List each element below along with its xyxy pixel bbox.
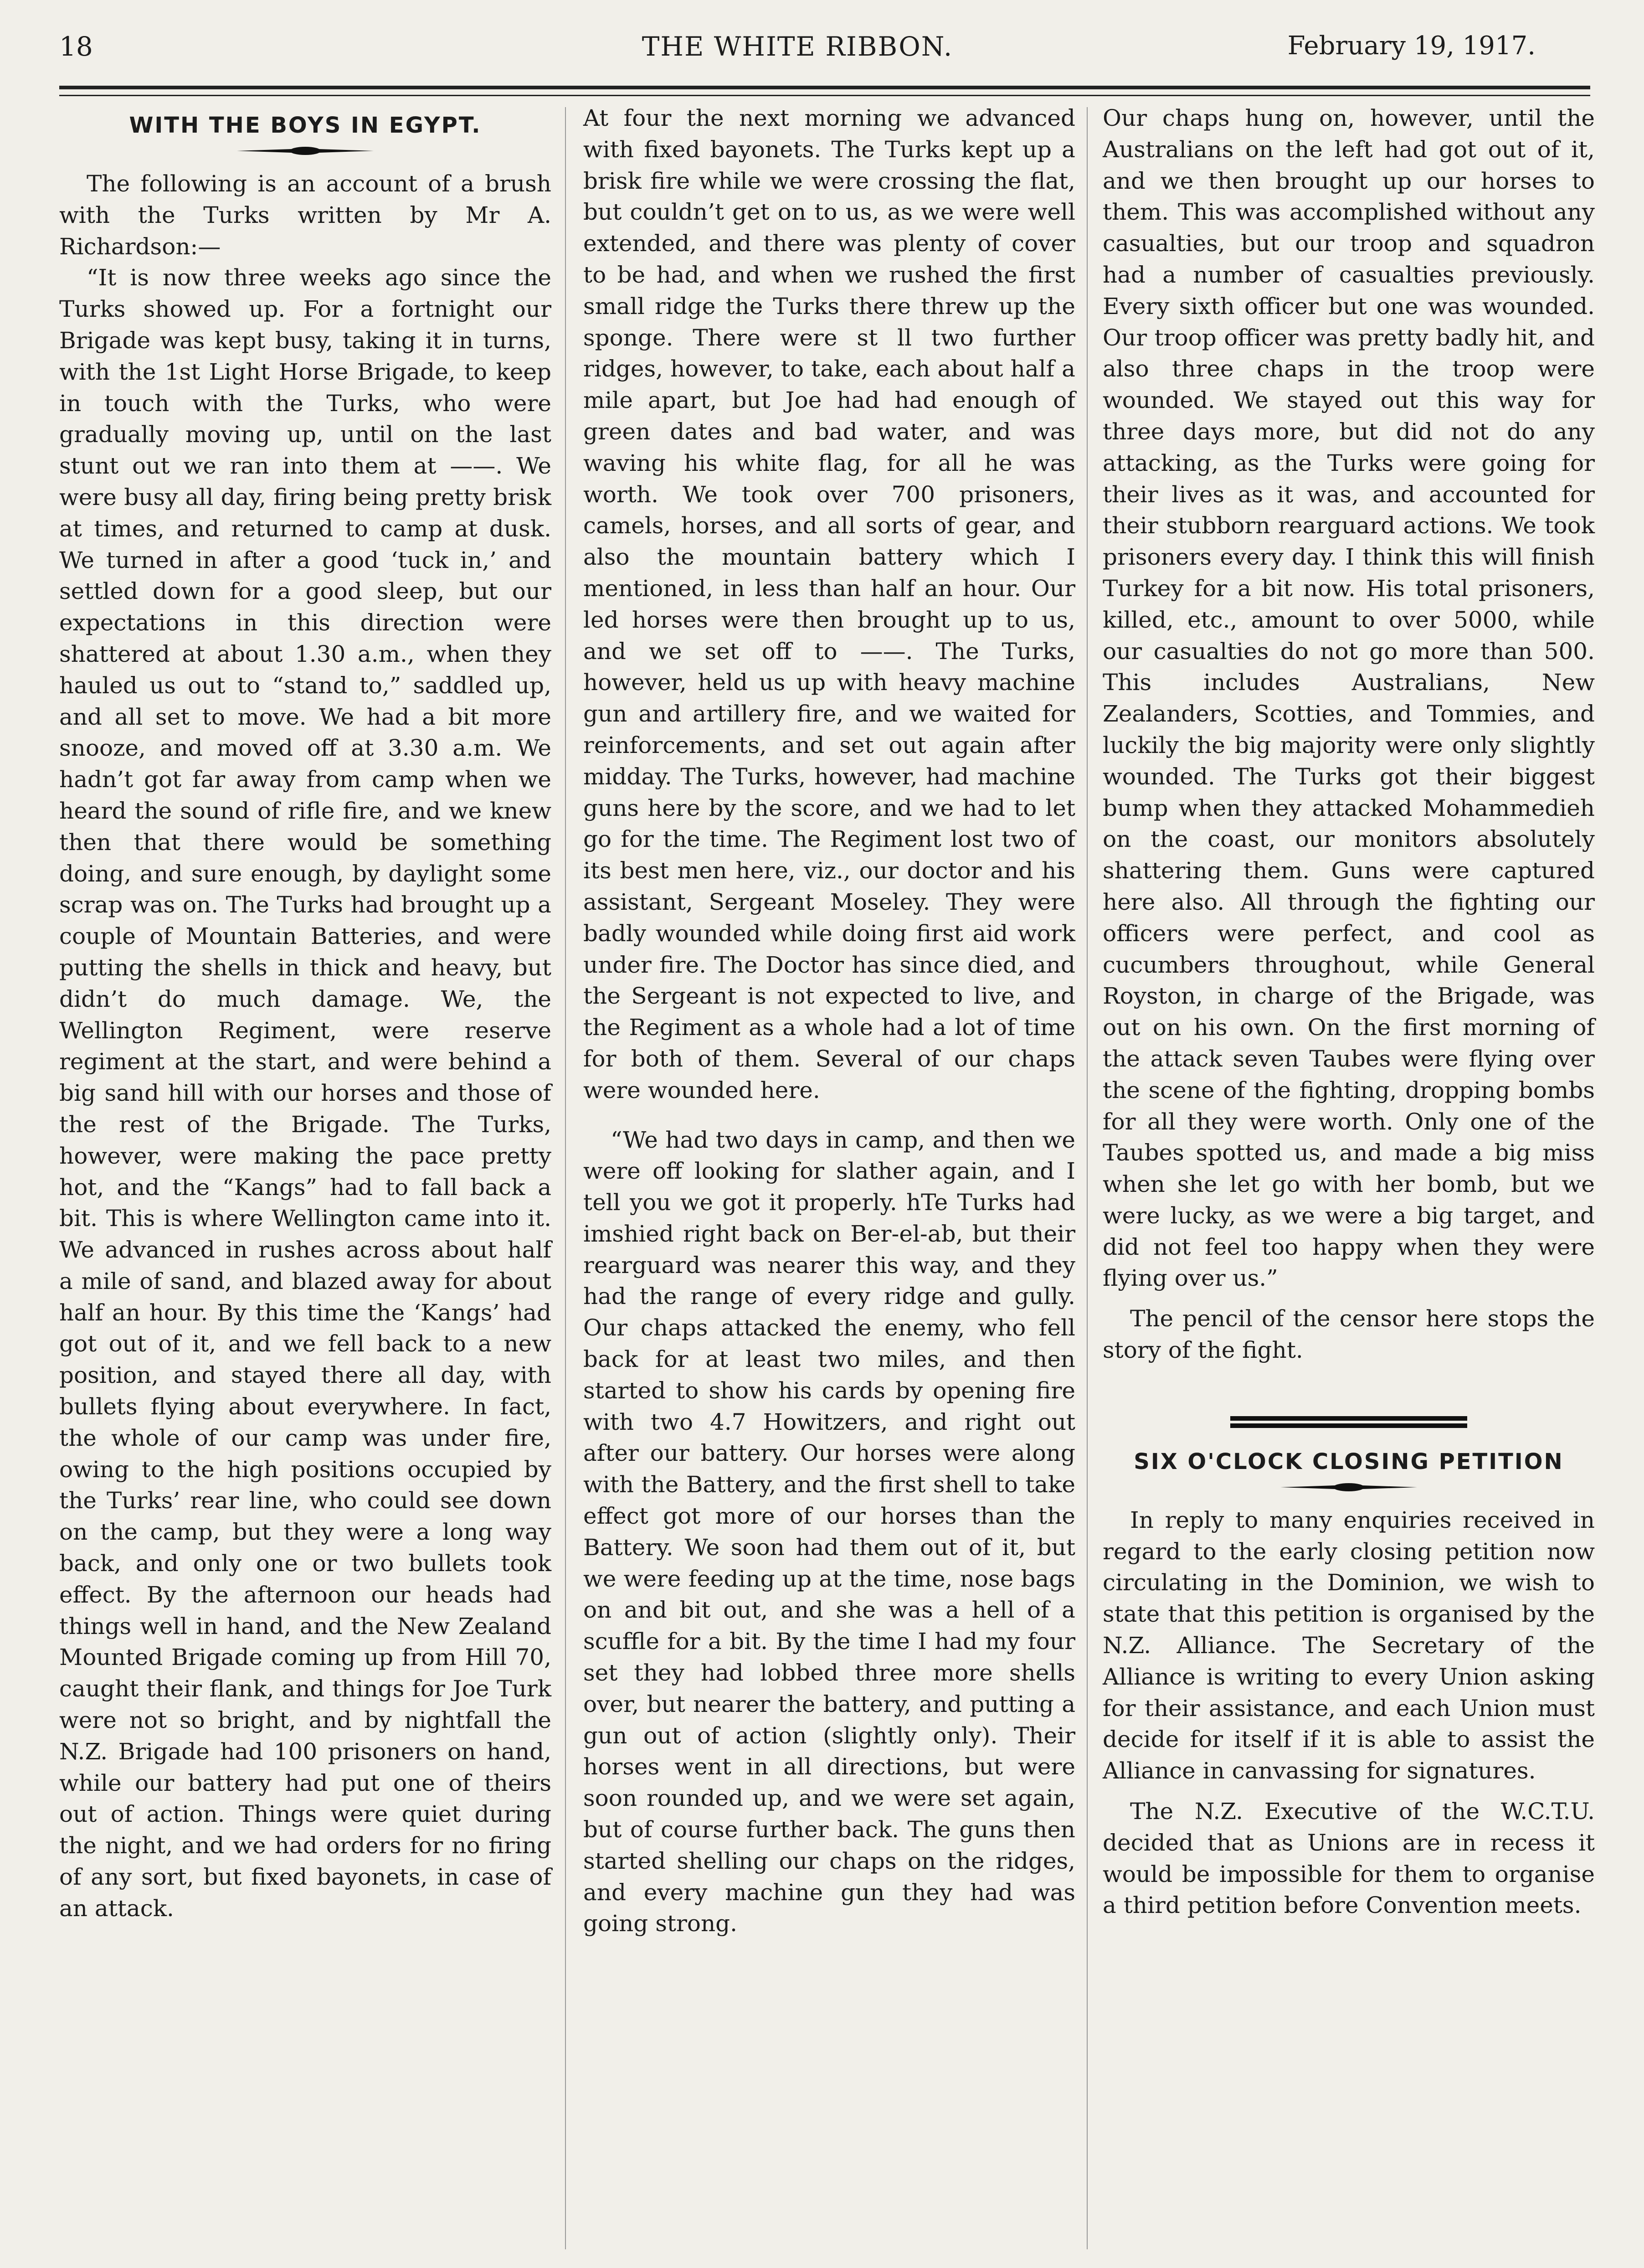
article-paragraph: In reply to many enquiries received in regard to the early closing petition now circulating in the Dominion, we wish to state that this petition is organised by the N.Z. Alliance. The Secretary of the Alliance is writing to every Union asking for their assistance, and each Union must decide for itself if it is able to assist the Alliance in canvassing for signatures. bbox=[1103, 1506, 1595, 1784]
article-paragraph: The following is an account of a brush with the Turks written by Mr A. Richardson:— bbox=[59, 170, 551, 260]
header-rule bbox=[59, 86, 1590, 96]
article-title-petition: SIX O'CLOCK CLOSING PETITION bbox=[1134, 1448, 1564, 1474]
column-2 bbox=[583, 103, 1075, 1939]
article-paragraph: The pencil of the censor here stops the story of the fight. bbox=[1103, 1305, 1595, 1364]
article-paragraph: “It is now three weeks ago since the Turks showed up. For a fortnight our Brigade was kept busy, taking it in turns, with the 1st Light Horse Brigade, to keep in touch with the Turks, who were gradually moving up, until on the last stunt out we ran into them at ——. We were busy all day, firing being pretty brisk at times, and returned to camp at dusk. We turned in after a good ‘tuck in,’ and settled down for a good sleep, but our expectations in this direction were shattered at about 1.30 a.m., when they hauled us out to “stand to,” saddled up, and all set to move. We had a bit more snooze, and moved off at 3.30 a.m. We hadn’t got far away from camp when we heard the sound of rifle fire, and we knew then that there would be something doing, and sure enough, by daylight some scrap was on. The Turks had brought up a couple of Mountain Batteries, and were putting the shells in thick and heavy, but didn’t do much damage. We, the Wellington Regiment, were reserve regiment at the start, and were behind a big sand hill with our horses and those of the rest of the Brigade. The Turks, however, were making the pace pretty hot, and the “Kangs” had to fall back a bit. This is where Wellington came into it. We advanced in rushes across about half a mile of sand, and blazed away for about half an hour. By this time the ‘Kangs’ had got out of it, and we fell back to a new position, and stayed there all day, with bullets flying about everywhere. In fact, the whole of our camp was under fire, owing to the high positions occupied by the Turks’ rear line, who could see down on the camp, but they were a long way back, and only one or two bullets took effect. By the afternoon our heads had things well in hand, and the New Zealand Mounted Brigade coming up from Hill 70, caught their flank, and things for Joe Turk were not so bright, and by nightfall the N.Z. Brigade had 100 prisoners on hand, while our battery had put one of theirs out of action. Things were quiet during the night, and we had orders for no firing of any sort, but fixed bayonets, in case of an attack. bbox=[59, 264, 551, 1922]
article-paragraph: At four the next morning we advanced with fixed bayonets. The Turks kept up a brisk fire while we were crossing the flat, but couldn’t get on to us, as we were well extended, and there was plenty of cover to be had, and when we rushed the first small ridge the Turks there threw up the sponge. There were st ll two further ridges, however, to take, each about half a mile apart, but Joe had had enough of green dates and bad water, and was waving his white flag, for all he was worth. We took over 700 prisoners, camels, horses, and all sorts of gear, and also the mountain battery which I mentioned, in less than half an hour. Our led horses were then brought up to us, and we set off to ——. The Turks, however, held us up with heavy machine gun and artillery fire, and we waited for reinforcements, and set out again after midday. The Turks, however, had machine guns here by the score, and we had to let go for the time. The Regiment lost two of its best men here, viz., our doctor and his assistant, Sergeant Moseley. They were badly wounded while doing first aid work under fire. The Doctor has since died, and the Sergeant is not expected to live, and the Regiment as a whole had a lot of time for both of them. Several of our chaps were wounded here. bbox=[583, 105, 1075, 1103]
issue-date: February 19, 1917. bbox=[1287, 31, 1536, 61]
column-divider bbox=[1087, 107, 1088, 2249]
column-1 bbox=[59, 103, 551, 1924]
article-paragraph: Our chaps hung on, however, until the Australians on the left had got out of it, and we then brought up our horses to them. This was accomplished without any casualties, but our troop and squadron had a number of casualties previously. Every sixth officer but one was wounded. Our troop officer was pretty badly hit, and also three chaps in the troop were wounded. We stayed out this way for three days more, but did not do any attacking, as the Turks were going for their lives as it was, and accounted for their stubborn rearguard actions. We took prisoners every day. I think this will finish Turkey for a bit now. His total prisoners, killed, etc., amount to over 5000, while our casualties do not go more than 500. This includes Australians, New Zealanders, Scotties, and Tommies, and luckily the big majority were only slightly wounded. The Turks got their biggest bump when they attacked Mohammedieh on the coast, our monitors absolutely shattering them. Guns were captured here also. All through the fighting our officers were perfect, and cool as cucumbers throughout, while General Royston, in charge of the Brigade, was out on his own. On the first morning of the attack seven Taubes were flying over the scene of the fighting, dropping bombs for all they were worth. Only one of the Taubes spotted us, and made a big miss when she let go with her bomb, but we were lucky, as we were a big target, and did not feel too happy when they were flying over us.” bbox=[1103, 105, 1595, 1292]
column-3 bbox=[1103, 103, 1595, 1921]
ornament-divider-icon bbox=[237, 144, 374, 157]
column-divider bbox=[565, 107, 566, 2249]
ornament-divider-icon bbox=[1280, 1481, 1417, 1494]
article-paragraph: The N.Z. Executive of the W.C.T.U. decided that as Unions are in recess it would be impossible for them to organise a third petition before Convention meets. bbox=[1103, 1798, 1595, 1919]
article-title-egypt: WITH THE BOYS IN EGYPT. bbox=[129, 113, 482, 138]
page-header bbox=[59, 31, 1536, 67]
article-paragraph: “We had two days in camp, and then we were off looking for slather again, and I tell you we got it properly. hTe Turks had imshied right back on Ber-el-ab, but their rearguard was nearer this way, and they had the range of every ridge and gully. Our chaps attacked the enemy, who fell back for at least two miles, and then started to show his cards by opening fire with two 4.7 Howitzers, and right out after our battery. Our horses were along with the Battery, and the first shell to take effect got more of our horses than the Battery. We soon had them out of it, but we were feeding up at the time, nose bags on and bit out, and she was a hell of a scuffle for a bit. By the time I had my four set they had lobbed three more shells over, but nearer the battery, and putting a gun out of action (slightly only). Their horses went in all directions, but were soon rounded up, and we were set again, but of course further back. The guns then started shelling our chaps on the ridges, and every machine gun they had was going strong. bbox=[583, 1126, 1075, 1937]
section-divider bbox=[1230, 1416, 1467, 1428]
page-number: 18 bbox=[59, 31, 93, 62]
masthead-title: THE WHITE RIBBON. bbox=[642, 31, 953, 62]
